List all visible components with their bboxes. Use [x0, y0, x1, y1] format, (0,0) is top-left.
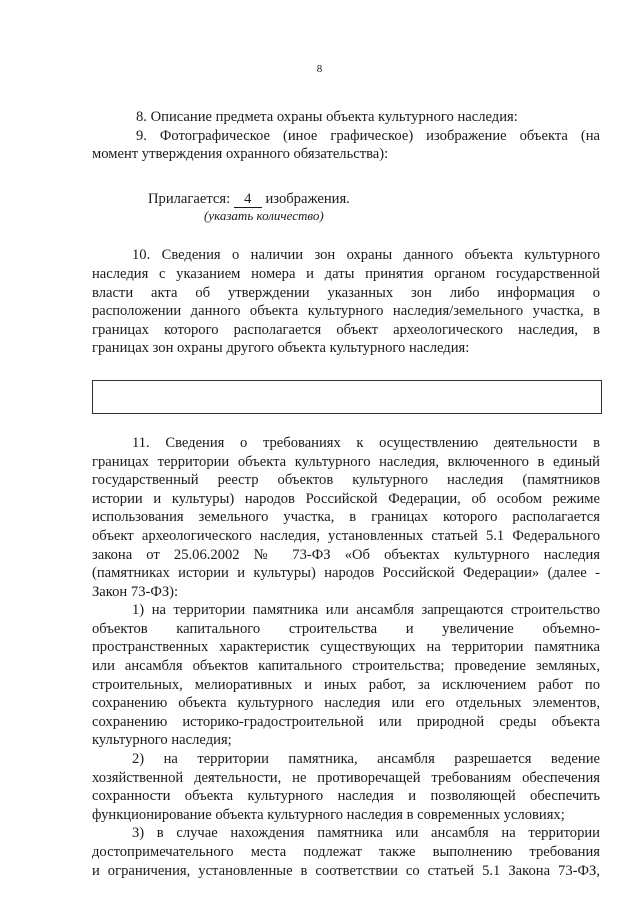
text-line: и ограничения, установленные в соответствии со статьей 5.1 Закона 73-ФЗ,	[92, 862, 600, 879]
text-line: 3) в случае нахождения памятника или ансамбля на территории	[132, 825, 600, 842]
text-line: сохранению объекта культурного наследия или его отдельных элементов,	[92, 695, 600, 712]
page-number: 8	[316, 63, 323, 75]
text-line: использования земельного участка, в границах которого располагается	[92, 509, 600, 526]
text-line: закона от 25.06.2002 № 73-ФЗ «Об объектах культурного наследия	[92, 546, 600, 563]
text-line: границах территории объекта культурного наследия, включенного в единый	[92, 453, 600, 470]
document-body	[92, 108, 600, 880]
text-line: или ансамбля объектов капитального строительства; проведение земляных,	[92, 658, 600, 675]
text-line: момент утверждения охранного обязательства):	[92, 146, 389, 163]
text-line: власти акта об утверждении указанных зон либо информация о	[92, 284, 600, 301]
item-8-heading: 8. Описание предмета охраны объекта культурного наследия:	[136, 109, 518, 125]
sub-item-2	[92, 750, 600, 824]
text-line: объект археологического наследия, установленных статьей 5.1 Федерального	[92, 527, 600, 544]
text-line: пространственных характеристик существующих на территории памятника	[92, 639, 600, 656]
text-line: наследия с указанием номера и даты принятия органом государственной	[92, 265, 600, 282]
text-line: сохранению историко-градостроительной или природной среды объекта	[92, 713, 600, 730]
attachment-label: Прилагается:	[148, 190, 231, 207]
text-line: Закон 73-ФЗ):	[92, 583, 179, 600]
text-line: границах зон охраны другого объекта культурного наследия:	[92, 340, 470, 357]
zone-info-box	[92, 380, 602, 414]
text-line: объектов капитального строительства и увеличение объемно-	[92, 620, 600, 637]
text-line: 1) на территории памятника или ансамбля запрещаются строительство	[132, 602, 600, 619]
text-line: 2) на территории памятника, ансамбля разрешается ведение	[132, 751, 600, 768]
text-line: культурного наследия;	[92, 732, 232, 749]
text-line: достопримечательного места подлежат также выполнению требования	[92, 844, 600, 860]
text-line: сохранности объекта культурного наследия и позволяющей обеспечить	[92, 788, 600, 805]
text-line: строительных, мелиоративных и иных работ, за исключением работ по	[92, 676, 600, 693]
sub-item-1	[92, 601, 600, 750]
attachment-note: (указать количество)	[204, 208, 324, 224]
text-line: истории и культуры) народов Российской Федерации, об особом режиме	[92, 490, 600, 507]
text-line: 10. Сведения о наличии зон охраны данного объекта культурного	[132, 247, 600, 264]
item-10-paragraph	[92, 246, 600, 358]
attachment-suffix: изображения.	[265, 190, 350, 207]
attachment-count: 4	[234, 192, 262, 208]
text-line: 9. Фотографическое (иное графическое) изображение объекта (на	[136, 127, 600, 144]
text-line: (памятниках истории и культуры) народов Российской Федерации» (далее -	[92, 565, 600, 582]
item-11-paragraph	[92, 434, 600, 601]
text-line: 11. Сведения о требованиях к осуществлению деятельности в	[132, 434, 600, 451]
text-line: хозяйственной деятельности, не противоречащей требованиям обеспечения	[92, 769, 600, 786]
item-9-paragraph	[92, 127, 600, 164]
text-line: государственный реестр объектов культурного наследия (памятников	[92, 472, 600, 489]
text-line: функционирование объекта культурного наследия в современных условиях;	[92, 806, 565, 823]
attachment-line	[148, 190, 600, 209]
sub-item-3	[92, 824, 600, 880]
text-line: границах которого располагается объект археологического наследия, в	[92, 321, 600, 338]
text-line: расположении данного объекта культурного наследия/земельного участка, в	[92, 303, 600, 320]
